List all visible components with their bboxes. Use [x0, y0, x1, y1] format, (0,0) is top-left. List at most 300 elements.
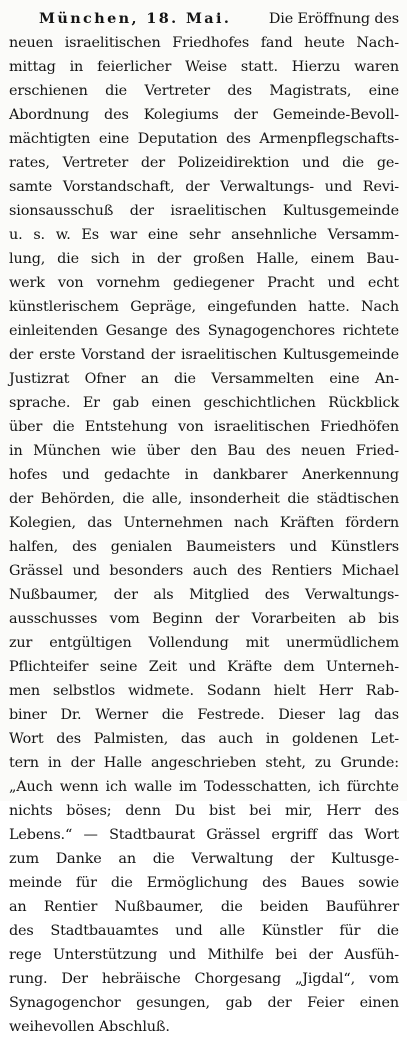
article-word: Rückblick	[328, 395, 399, 411]
article-word: Ofner	[84, 371, 126, 387]
article-word: Verwaltungs-	[305, 587, 399, 603]
article-word: fürchte	[346, 779, 399, 795]
article-word: neuen	[301, 443, 346, 459]
article-word: Ausfüh-	[344, 947, 399, 963]
article-line	[9, 439, 399, 463]
article-word: einen	[151, 395, 191, 411]
article-word: Kultusgemeinde	[282, 347, 399, 363]
article-word: ergriff	[271, 827, 318, 843]
article-word: Dr.	[60, 707, 82, 723]
article-line	[9, 895, 399, 919]
article-word: geschichtlichen	[203, 395, 316, 411]
article-word: Es	[81, 227, 99, 243]
article-word: Stadtbaurat	[109, 827, 195, 843]
article-word: vornehm	[96, 275, 160, 291]
article-word: das	[180, 731, 206, 747]
article-word: des	[227, 83, 252, 99]
article-word: ansehnliche	[231, 227, 317, 243]
article-word: einen	[359, 995, 399, 1011]
article-word: Nach	[361, 299, 399, 315]
article-word: Unterneh-	[325, 659, 399, 675]
article-line	[9, 463, 399, 487]
article-word: die	[161, 707, 184, 723]
article-word: hielt	[273, 683, 306, 699]
article-word: tern	[9, 755, 39, 771]
article-word: Nußbaumer,	[114, 899, 204, 915]
article-line	[9, 55, 399, 79]
article-line	[9, 991, 399, 1015]
article-word: feierlicher	[97, 59, 172, 75]
article-word: fördern	[345, 515, 399, 531]
article-word: goldenen	[292, 731, 359, 747]
article-line	[9, 655, 399, 679]
article-line	[9, 823, 399, 847]
article-word: München	[33, 443, 101, 459]
article-word: s.	[33, 227, 45, 243]
article-word: und	[175, 923, 203, 939]
article-line	[9, 223, 399, 247]
article-line	[9, 967, 399, 991]
article-word: hatte.	[308, 299, 350, 315]
article-word: statt.	[240, 59, 278, 75]
article-word: Hierzu	[291, 59, 341, 75]
article-word: Armenpflegschafts-	[259, 131, 399, 147]
article-word: Bau	[227, 443, 256, 459]
article-word: über	[9, 419, 43, 435]
article-word: waren	[354, 59, 399, 75]
article-word: Halle	[103, 755, 142, 771]
article-word: widmete.	[127, 683, 194, 699]
article-word: unermüdlichem	[286, 635, 399, 651]
article-word: Verwaltungs-	[220, 179, 315, 195]
article-word: und	[327, 275, 355, 291]
article-word: neuen	[9, 35, 54, 51]
article-line	[9, 751, 399, 775]
article-word: alle,	[151, 491, 183, 507]
article-word: an	[9, 899, 27, 915]
article-word: alle	[219, 923, 245, 939]
article-word: der	[129, 203, 154, 219]
article-word: Behörden,	[40, 491, 115, 507]
article-word: Grässel	[9, 563, 63, 579]
article-word: seine	[99, 659, 138, 675]
article-word: der	[215, 611, 240, 627]
article-word: für	[339, 923, 361, 939]
article-word: des	[226, 131, 251, 147]
article-line	[9, 175, 399, 199]
article-word: selbstlos	[52, 683, 116, 699]
article-word: biner	[9, 707, 47, 723]
article-word: Wort	[364, 827, 399, 843]
article-word: die	[377, 923, 399, 939]
article-word: des	[104, 107, 129, 123]
article-word: wenn	[59, 779, 99, 795]
article-word: Mitglied	[189, 587, 250, 603]
article-line	[9, 727, 399, 751]
article-word: Kräfte	[227, 659, 273, 675]
article-word: dankbarer	[212, 467, 288, 483]
article-word: der	[113, 587, 138, 603]
article-line	[9, 559, 399, 583]
article-word: und	[168, 947, 196, 963]
article-line	[9, 199, 399, 223]
article-word: zu	[314, 755, 332, 771]
article-word: Festrede.	[197, 707, 265, 723]
article-word: gedachte	[104, 467, 170, 483]
article-word: einem	[310, 251, 355, 267]
article-word: auch	[218, 731, 253, 747]
article-word: Herr	[318, 683, 353, 699]
article-word: Ermöglichung	[146, 875, 249, 891]
article-word: heute	[304, 35, 345, 51]
article-word: zum	[9, 851, 40, 867]
article-word: Danke	[55, 851, 102, 867]
article-line	[9, 535, 399, 559]
article-word: der	[150, 347, 176, 363]
article-word: ge-	[376, 155, 399, 171]
article-word: Polizeidirektion	[177, 155, 290, 171]
article-word: angeschrieben	[150, 755, 257, 771]
article-word: sowie	[358, 875, 399, 891]
article-word: Synagogenchor	[9, 995, 121, 1011]
article-word: u.	[9, 227, 23, 243]
article-word: Du	[174, 803, 196, 819]
article-word: wie	[110, 443, 136, 459]
article-word: sprache.	[9, 395, 71, 411]
article-line	[9, 367, 399, 391]
article-line	[9, 871, 399, 895]
article-word: erste	[39, 347, 76, 363]
article-word: der	[70, 755, 95, 771]
article-word: Pracht	[267, 275, 315, 291]
article-word: Werner	[95, 707, 148, 723]
article-line	[9, 607, 399, 631]
article-word: Vorstandschaft,	[62, 179, 175, 195]
article-word: eine	[329, 371, 360, 387]
article-line	[9, 703, 399, 727]
article-word: gediegener	[173, 275, 254, 291]
article-word: steht,	[265, 755, 306, 771]
article-word: böses;	[66, 803, 112, 819]
article-word: richtete	[342, 323, 399, 339]
article-word: israelitischen	[213, 419, 310, 435]
article-word: des	[262, 875, 287, 891]
article-dateline: München, 18. Mai.	[39, 10, 232, 27]
article-word: Chorgesang	[194, 971, 282, 987]
article-word: —	[83, 827, 98, 843]
article-word: das	[87, 515, 113, 531]
article-word: der	[140, 155, 166, 171]
article-word: eine	[98, 131, 130, 147]
article-word: und	[302, 155, 330, 171]
article-word: vom	[109, 611, 140, 627]
article-word: einleitenden	[9, 323, 98, 339]
article-word: Abordnung	[9, 107, 90, 123]
article-word: Gemeinde-Bevoll-	[272, 107, 399, 123]
news-article	[9, 7, 399, 1039]
article-word: künstlerischem	[9, 299, 119, 315]
article-word: die	[122, 491, 145, 507]
article-word: Künstlers	[330, 539, 399, 555]
article-word: den	[190, 443, 217, 459]
article-word: Herr	[326, 803, 361, 819]
article-word: war	[109, 227, 138, 243]
article-word: von	[177, 419, 204, 435]
article-word: Baumeisters	[186, 539, 276, 555]
article-line	[9, 127, 399, 151]
article-word: Vorarbeiten	[251, 611, 336, 627]
article-word: erschienen	[9, 83, 88, 99]
article-word: gab	[225, 995, 253, 1011]
article-line	[9, 583, 399, 607]
article-word: Pflichteifer	[9, 659, 89, 675]
article-word: Vertreter	[144, 83, 210, 99]
article-word: Rentiers	[271, 563, 332, 579]
article-word: Dieser	[278, 707, 325, 723]
article-word: Gepräge,	[130, 299, 196, 315]
article-word: großen	[193, 251, 245, 267]
article-word: die	[57, 251, 79, 267]
article-word: Versammelten	[211, 371, 314, 387]
article-word: israelitischen	[180, 347, 277, 363]
article-word: zur	[9, 635, 33, 651]
article-word: und	[188, 659, 216, 675]
article-word: der	[308, 947, 333, 963]
article-word: mit	[245, 635, 270, 651]
article-word: bei	[249, 803, 272, 819]
article-line	[9, 847, 399, 871]
article-line	[9, 343, 399, 367]
article-word: sehr	[188, 227, 221, 243]
article-word: Kolegien,	[9, 515, 76, 531]
article-word: Versamm-	[327, 227, 399, 243]
article-word: Kolegiums	[143, 107, 219, 123]
article-word: Grässel	[206, 827, 261, 843]
article-word: beiden	[260, 899, 309, 915]
article-line	[9, 295, 399, 319]
article-word: Michael	[341, 563, 399, 579]
article-word: von	[57, 275, 84, 291]
article-word: und	[324, 179, 353, 195]
article-word: über	[146, 443, 180, 459]
article-line	[9, 775, 399, 799]
article-line	[9, 631, 399, 655]
article-word: bei	[275, 947, 298, 963]
article-word: hebräische	[101, 971, 181, 987]
article-word: ausschusses	[9, 611, 98, 627]
article-word: und	[289, 539, 317, 555]
article-word: die	[52, 419, 75, 435]
article-word: in	[184, 467, 199, 483]
article-word: bist	[209, 803, 236, 819]
article-word: nach	[234, 515, 269, 531]
article-word: Bauführer	[325, 899, 399, 915]
article-word: lung,	[9, 251, 46, 267]
article-word: w.	[55, 227, 71, 243]
article-word: Vorstand	[81, 347, 145, 363]
article-word: das	[328, 827, 354, 843]
article-word: Friedhöfen	[320, 419, 399, 435]
article-line	[9, 247, 399, 271]
article-word: des	[175, 323, 201, 339]
article-word: Grunde:	[340, 755, 399, 771]
article-word: Sodann	[206, 683, 261, 699]
article-word: der	[185, 179, 210, 195]
article-word: Lebens.“	[9, 827, 73, 843]
article-word: in	[9, 443, 23, 459]
article-word: auch	[192, 563, 228, 579]
article-word: Magistrats,	[269, 83, 352, 99]
article-word: rung.	[9, 971, 48, 987]
article-word: des	[265, 443, 291, 459]
article-word: bis	[378, 611, 399, 627]
article-word: ich	[318, 779, 340, 795]
article-word: walle	[134, 779, 172, 795]
article-line	[9, 415, 399, 439]
article-word: Justizrat	[9, 371, 70, 387]
article-word: Anerkennung	[302, 467, 399, 483]
article-word: an	[118, 851, 136, 867]
article-word: als	[153, 587, 174, 603]
article-word: Friedhofes	[172, 35, 250, 51]
article-word: Gesange	[105, 323, 168, 339]
article-line	[9, 271, 399, 295]
article-word: sich	[90, 251, 120, 267]
article-word: ab	[348, 611, 366, 627]
article-line: Die Eröffnung des	[268, 11, 399, 27]
article-word: die	[105, 83, 128, 99]
article-word: „Jigdal“,	[294, 971, 355, 987]
article-word: Todesschatten,	[203, 779, 312, 795]
article-word: hofes	[9, 467, 48, 483]
article-word: sionsausschuß	[9, 203, 114, 219]
article-word: die	[220, 899, 243, 915]
article-word: Verwaltung	[191, 851, 274, 867]
article-word: des	[9, 923, 34, 939]
article-word: Der	[61, 971, 88, 987]
article-word: Halle,	[256, 251, 299, 267]
article-word: Beginn	[152, 611, 203, 627]
article-word: des	[237, 563, 262, 579]
article-word: An-	[374, 371, 399, 387]
article-first-line	[9, 7, 399, 31]
article-line	[9, 799, 399, 823]
article-word: das	[374, 707, 399, 723]
article-line	[9, 679, 399, 703]
article-line	[9, 919, 399, 943]
article-word: Revi-	[362, 179, 399, 195]
article-word: Er	[82, 395, 100, 411]
article-word: Synagogenchores	[207, 323, 336, 339]
article-word: Fried-	[355, 443, 399, 459]
article-word: ich	[105, 779, 128, 795]
article-word: Künstler	[261, 923, 323, 939]
article-word: israelitischen	[64, 35, 161, 51]
article-word: israelitischen	[170, 203, 267, 219]
article-word: in	[131, 251, 146, 267]
article-word: lag	[338, 707, 361, 723]
article-line	[9, 319, 399, 343]
article-word: fand	[260, 35, 293, 51]
article-line	[9, 487, 399, 511]
article-line	[9, 31, 399, 55]
article-word: Vertreter	[62, 155, 129, 171]
article-word: die	[152, 851, 175, 867]
article-word: der	[290, 851, 315, 867]
article-word: Unterstützung	[53, 947, 158, 963]
article-word: für	[75, 875, 97, 891]
article-word: der	[233, 107, 258, 123]
article-word: gab	[112, 395, 139, 411]
article-word: Zeit	[148, 659, 178, 675]
article-word: eine	[368, 83, 399, 99]
article-word: an	[141, 371, 159, 387]
article-word: in	[47, 755, 62, 771]
article-line	[9, 151, 399, 175]
article-word: und	[62, 467, 90, 483]
article-word: Vollendung	[148, 635, 229, 651]
article-word: Bau-	[366, 251, 399, 267]
article-word: Deputation	[137, 131, 218, 147]
article-line	[9, 511, 399, 535]
article-word: gesungen,	[136, 995, 210, 1011]
article-line	[9, 943, 399, 967]
article-word: eingefunden	[207, 299, 297, 315]
article-word: mittag	[9, 59, 56, 75]
article-word: des	[264, 587, 290, 603]
article-word: in	[69, 59, 84, 75]
article-word: der	[267, 995, 292, 1011]
article-word: samte	[9, 179, 53, 195]
article-word: Kultusgemeinde	[282, 203, 399, 219]
article-line	[9, 103, 399, 127]
article-word: Let-	[370, 731, 399, 747]
article-word: in	[265, 731, 280, 747]
article-word: Mithilfe	[207, 947, 264, 963]
article-word: des	[374, 803, 399, 819]
article-word: mächtigten	[9, 131, 91, 147]
article-word: im	[178, 779, 197, 795]
article-word: insonderheit	[189, 491, 280, 507]
article-word: der	[9, 491, 34, 507]
article-word: genialen	[110, 539, 173, 555]
article-word: der	[156, 251, 182, 267]
article-word: men	[9, 683, 40, 699]
article-word: rege	[9, 947, 42, 963]
article-word: echt	[367, 275, 399, 291]
article-word: entgültigen	[49, 635, 132, 651]
article-word: Nach-	[356, 35, 399, 51]
article-word: Rentier	[43, 899, 98, 915]
article-line-text: weihevollen Abschluß.	[9, 1019, 170, 1035]
article-word: eine	[147, 227, 179, 243]
article-word: Weise	[185, 59, 227, 75]
article-word: Wort	[9, 731, 44, 747]
article-word: Feier	[307, 995, 345, 1011]
article-word: Rab-	[365, 683, 399, 699]
article-word: Entstehung	[84, 419, 168, 435]
article-word: städtischen	[316, 491, 399, 507]
article-word: denn	[125, 803, 161, 819]
article-line	[9, 79, 399, 103]
article-word: werk	[9, 275, 45, 291]
article-word: der	[9, 347, 34, 363]
article-word: und	[72, 563, 100, 579]
article-word: des	[72, 539, 97, 555]
article-word: Kräften	[279, 515, 334, 531]
article-word: Palmisten,	[93, 731, 169, 747]
article-word: halfen,	[9, 539, 59, 555]
